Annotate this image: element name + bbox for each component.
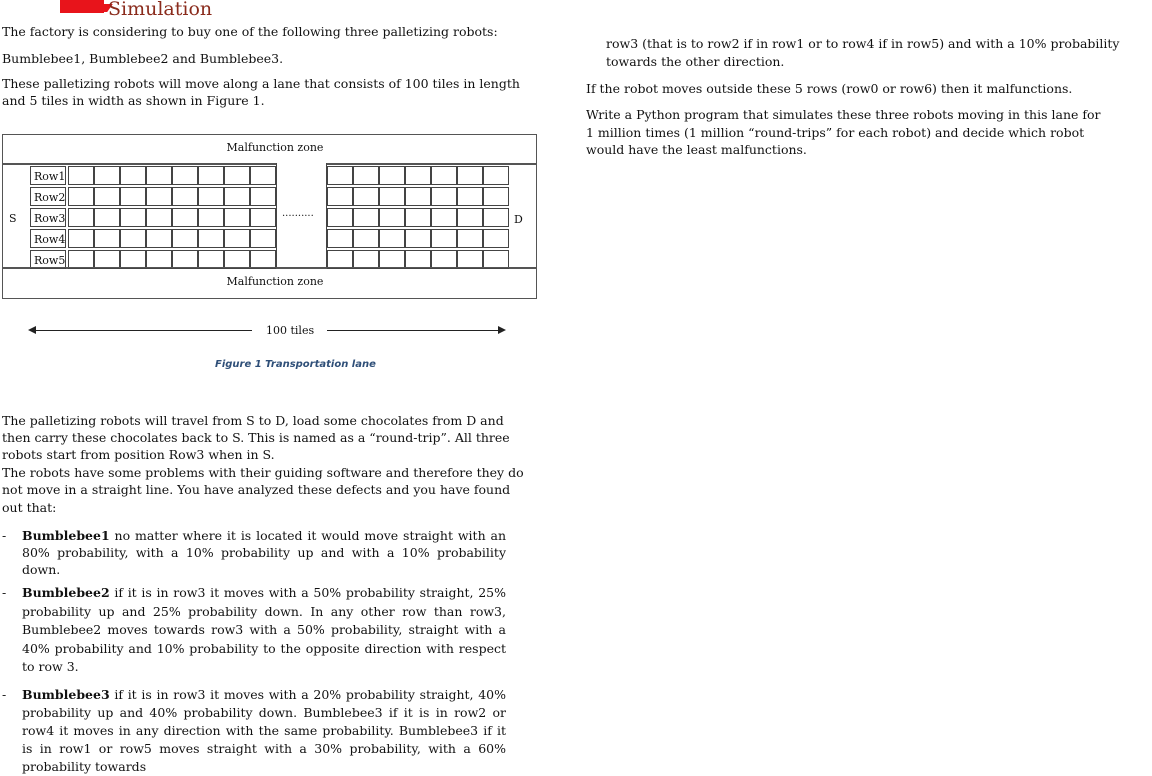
lane-tile — [353, 208, 379, 227]
lane-tile — [94, 166, 120, 185]
arrow-line-left — [34, 330, 252, 331]
lane-tile — [379, 166, 405, 185]
destination-label: D — [514, 213, 523, 226]
intro-paragraph-3-line-2: and 5 tiles in width as shown in Figure 1. — [2, 93, 265, 108]
lane-tile — [120, 187, 146, 206]
lane-tile — [224, 208, 250, 227]
row-label-row4: Row4 — [30, 229, 66, 248]
lane-tile — [431, 166, 457, 185]
lane-tile — [405, 229, 431, 248]
robot-name: Bumblebee1 — [22, 528, 110, 543]
bullet-body: if it is in row3 it moves with a 50% probability straight, 25% probability up and 25% probability down. In any other row than row3, Bumblebee2 moves towards row3 with a 50% probability, straight with a 40% probability and 10% probability to the opposite direction with respect to row 3. — [22, 585, 506, 674]
lane-tile — [68, 187, 94, 206]
row-label-row2: Row2 — [30, 187, 66, 206]
lane-tile — [405, 187, 431, 206]
lane-tile — [327, 166, 353, 185]
lane-tile — [379, 187, 405, 206]
arrow-right-icon — [498, 326, 506, 334]
lane-tile — [224, 229, 250, 248]
lane-tile — [172, 208, 198, 227]
lane-tile — [379, 208, 405, 227]
continuation-line-1: row3 (that is to row2 if in row1 or to row4 if in row5) and with a 10% probability — [606, 36, 1120, 51]
length-label: 100 tiles — [266, 324, 315, 337]
body-paragraph-2-line-3: out that: — [2, 500, 57, 515]
bullet-dash: - — [2, 585, 7, 600]
lane-tile — [250, 229, 276, 248]
task-line-3: would have the least malfunctions. — [586, 142, 807, 157]
intro-paragraph-2: Bumblebee1, Bumblebee2 and Bumblebee3. — [2, 51, 284, 66]
task-line-1: Write a Python program that simulates these three robots moving in this lane for — [586, 107, 1101, 122]
lane-tile — [120, 208, 146, 227]
malfunction-zone-bottom-label: Malfunction zone — [226, 275, 324, 288]
lane-tile — [120, 229, 146, 248]
bullet-bumblebee3 — [0, 686, 520, 774]
lane-tile — [327, 208, 353, 227]
row-label-row3: Row3 — [30, 208, 66, 227]
page-title: Simulation — [108, 0, 213, 20]
start-label: S — [9, 212, 17, 225]
robot-name: Bumblebee2 — [22, 585, 110, 600]
row-label-row1: Row1 — [30, 166, 66, 185]
lane-tile — [198, 187, 224, 206]
lane-tile — [457, 229, 483, 248]
lane-tile — [146, 166, 172, 185]
lane-tile — [405, 166, 431, 185]
bullet-bumblebee2 — [0, 584, 520, 674]
lane-tile — [172, 187, 198, 206]
body-paragraph-1-line-2: then carry these chocolates back to S. This is named as a “round-trip”. All three — [2, 430, 510, 445]
arrow-line-right — [327, 330, 499, 331]
lane-tile — [483, 229, 509, 248]
lane-tile — [431, 187, 457, 206]
lane-tile — [146, 187, 172, 206]
lane-tile — [68, 166, 94, 185]
lane-tile — [483, 208, 509, 227]
body-paragraph-1-line-3: robots start from position Row3 when in S. — [2, 447, 275, 462]
lane-tile — [250, 166, 276, 185]
lane-tile — [457, 187, 483, 206]
lane-tile — [353, 187, 379, 206]
lane-tile — [120, 166, 146, 185]
bullet-dash: - — [2, 687, 7, 702]
lane-tile — [250, 208, 276, 227]
bullet-body: if it is in row3 it moves with a 20% probability straight, 40% probability up and 40% probability down. Bumblebee3 if it is in row2 or row4 it moves in any direction with the same probability. Bumblebee3 if it is in row1 or row5 moves straight with a 30% probability, with a 60% probability towards — [22, 687, 506, 774]
lane-tile — [198, 166, 224, 185]
lane-tile — [68, 208, 94, 227]
lane-tile — [483, 187, 509, 206]
malfunction-zone-top-label: Malfunction zone — [226, 141, 324, 154]
lane-tile — [250, 187, 276, 206]
body-paragraph-1-line-1: The palletizing robots will travel from S to D, load some chocolates from D and — [2, 413, 504, 428]
intro-paragraph-3-line-1: These palletizing robots will move along a lane that consists of 100 tiles in length — [2, 76, 520, 91]
lane-tile — [379, 229, 405, 248]
body-paragraph-2-line-1: The robots have some problems with their guiding software and therefore they do — [2, 465, 524, 480]
lane-tile — [198, 229, 224, 248]
lane-tile — [172, 229, 198, 248]
lane-tile — [483, 166, 509, 185]
intro-paragraph-1: The factory is considering to buy one of the following three palletizing robots: — [2, 24, 498, 39]
lane-tile — [146, 208, 172, 227]
lane-tile — [68, 229, 94, 248]
bullet-text — [22, 686, 506, 776]
bullet-text — [22, 527, 506, 578]
lane-tile — [224, 166, 250, 185]
lane-tile — [457, 166, 483, 185]
ellipsis-dots: .......... — [282, 208, 314, 219]
figure-caption: Figure 1 Transportation lane — [215, 359, 376, 370]
robot-name: Bumblebee3 — [22, 687, 110, 702]
lane-tile — [431, 229, 457, 248]
lane-tile — [431, 208, 457, 227]
lane-tile — [327, 229, 353, 248]
lane-tile — [198, 208, 224, 227]
bullet-text — [22, 584, 506, 677]
lane-tile — [353, 166, 379, 185]
lane-tile — [353, 229, 379, 248]
bullet-body: no matter where it is located it would move straight with an 80% probability, with a 10% probability up and with a 10% probability down. — [22, 528, 506, 577]
lane-tile — [94, 208, 120, 227]
lane-tile — [172, 166, 198, 185]
body-paragraph-2-line-2: not move in a straight line. You have analyzed these defects and you have found — [2, 482, 511, 497]
malfunction-rule: If the robot moves outside these 5 rows (row0 or row6) then it malfunctions. — [586, 81, 1073, 96]
lane-tile — [94, 187, 120, 206]
lane-tile — [405, 208, 431, 227]
bullet-dash: - — [2, 528, 7, 543]
task-line-2: 1 million times (1 million “round-trips” for each robot) and decide which robot — [586, 125, 1085, 140]
lane-tile — [327, 187, 353, 206]
continuation-line-2: towards the other direction. — [606, 54, 785, 69]
lane-tile — [457, 208, 483, 227]
row-label-row5: Row5 — [30, 250, 66, 269]
lane-tile — [146, 229, 172, 248]
lane-tile — [94, 229, 120, 248]
bullet-bumblebee1 — [0, 527, 520, 577]
lane-tile — [224, 187, 250, 206]
